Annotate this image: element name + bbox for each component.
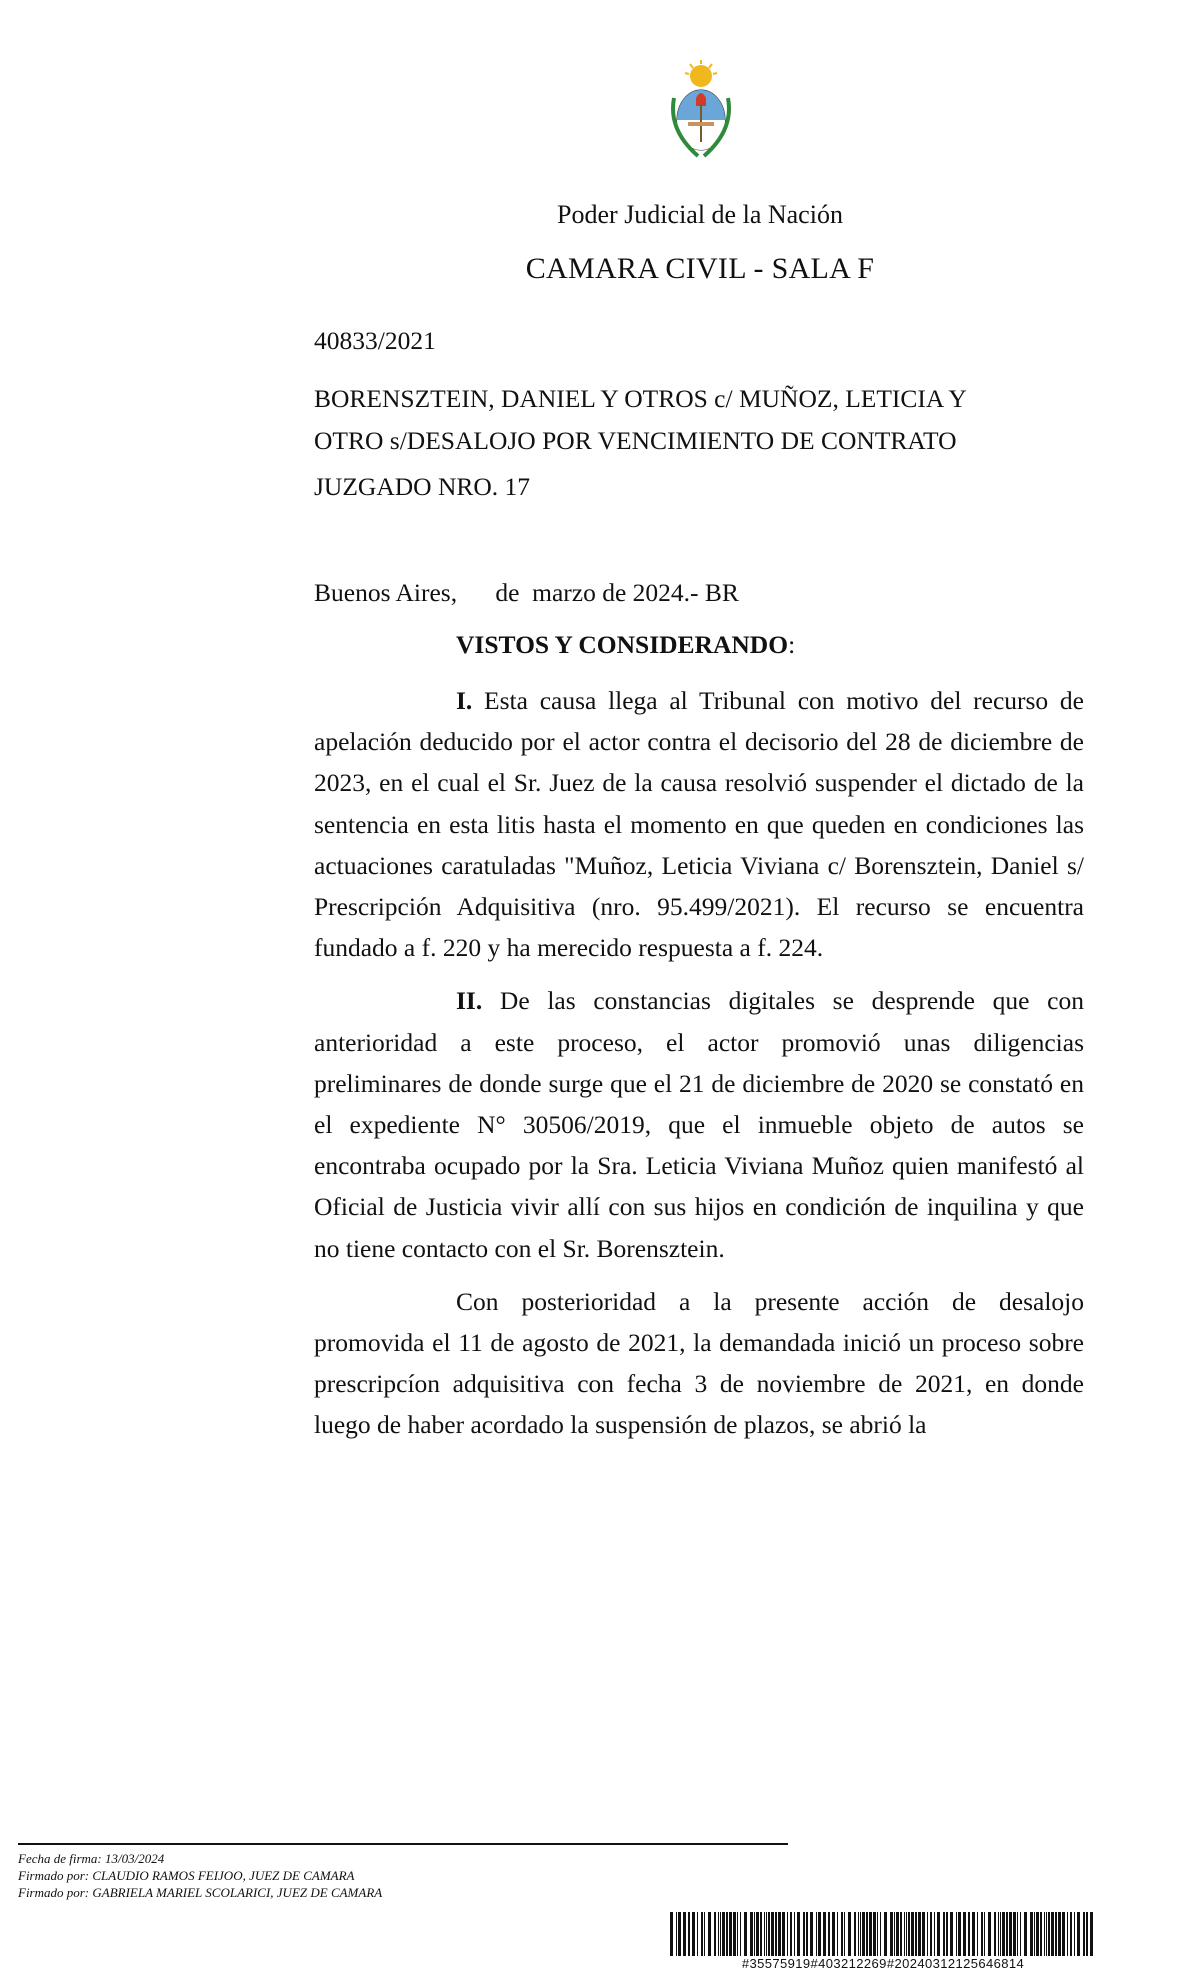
barcode-bar	[911, 1912, 914, 1956]
barcode-bar	[848, 1912, 851, 1956]
barcode-bar	[744, 1912, 747, 1956]
signature-block	[18, 1850, 382, 1901]
chamber-title: CAMARA CIVIL - SALA F	[525, 252, 875, 285]
barcode-bar	[794, 1912, 795, 1956]
barcode-bar	[930, 1912, 932, 1956]
barcode-bar	[1044, 1912, 1045, 1956]
barcode-bar	[683, 1912, 686, 1956]
barcode-bar	[832, 1912, 835, 1956]
argentine-coat-of-arms-icon	[660, 58, 742, 168]
barcode-bar	[768, 1912, 770, 1956]
barcode-bar	[692, 1912, 695, 1956]
barcode-bar	[968, 1912, 970, 1956]
barcode-bar	[1036, 1912, 1039, 1956]
barcode-bar	[896, 1912, 899, 1956]
barcode-bar	[1002, 1912, 1005, 1956]
barcode-icon	[670, 1912, 1096, 1956]
barcode-bar	[869, 1912, 872, 1956]
barcode-bar	[729, 1912, 732, 1956]
barcode-bar	[908, 1912, 910, 1956]
signer-2: Firmado por: GABRIELA MARIEL SCOLARICI, JUEZ DE CAMARA	[18, 1885, 383, 1900]
barcode-bar	[806, 1912, 808, 1956]
barcode-bar	[943, 1912, 945, 1956]
barcode-bar	[927, 1912, 928, 1956]
barcode-bar	[977, 1912, 978, 1956]
barcode-bar	[998, 1912, 999, 1956]
barcode-bar	[1090, 1912, 1093, 1956]
barcode-bar	[1009, 1912, 1012, 1956]
barcode-bar	[733, 1912, 736, 1956]
barcode-bar	[837, 1912, 838, 1956]
paragraph	[314, 980, 1084, 1268]
barcode-bar	[1017, 1912, 1018, 1956]
barcode-bar	[787, 1912, 788, 1956]
barcode-bar	[890, 1912, 893, 1956]
barcode-bar	[984, 1912, 985, 1956]
barcode-bar	[803, 1912, 805, 1956]
barcode-bar	[880, 1912, 881, 1956]
barcode-bar	[866, 1912, 868, 1956]
barcode-bar	[1034, 1912, 1035, 1956]
court-name: JUZGADO NRO. 17	[314, 472, 531, 501]
barcode-bar	[790, 1912, 792, 1956]
barcode-bar	[1013, 1912, 1016, 1956]
barcode-bar	[1000, 1912, 1001, 1956]
barcode-bar	[956, 1912, 957, 1956]
institution-title: Poder Judicial de la Nación	[557, 200, 843, 229]
barcode-bar	[894, 1912, 895, 1956]
barcode-bar	[678, 1912, 681, 1956]
barcode-bar	[862, 1912, 865, 1956]
barcode-bar	[750, 1912, 753, 1956]
barcode-bar	[797, 1912, 800, 1956]
barcode-bar	[922, 1912, 925, 1956]
case-caption	[314, 378, 1094, 462]
paragraph	[314, 1281, 1084, 1446]
barcode-bar	[714, 1912, 716, 1956]
barcode-bar	[884, 1912, 887, 1956]
barcode-bar	[718, 1912, 719, 1956]
barcode-bar	[958, 1912, 961, 1956]
body-text	[314, 680, 1084, 1458]
heading-title: VISTOS Y CONSIDERANDO	[456, 630, 789, 659]
barcode-bar	[756, 1912, 759, 1956]
paragraph-lead: II.	[456, 986, 483, 1016]
barcode-bar	[918, 1912, 921, 1956]
barcode-bar	[1055, 1912, 1057, 1956]
barcode-bar	[701, 1912, 703, 1956]
barcode-bar	[988, 1912, 991, 1956]
barcode-bar	[906, 1912, 907, 1956]
barcode-bar	[722, 1912, 725, 1956]
barcode-bar	[972, 1912, 975, 1956]
barcode-bar	[708, 1912, 711, 1956]
barcode-bar	[760, 1912, 762, 1956]
barcode-bar	[937, 1912, 940, 1956]
barcode-bar	[915, 1912, 917, 1956]
barcode-bar	[900, 1912, 902, 1956]
barcode-bar	[1006, 1912, 1008, 1956]
paragraph-text: Esta causa llega al Tribunal con motivo del recurso de apelación deducido por el actor contra el decisorio del 28 de diciembre de 2023, en el cual el Sr. Juez de la causa resolvió suspender el dictado de la sentencia en esta litis hasta el momento en que queden en condiciones las actuaciones caratuladas "Muñoz, Leticia Viviana c/ Borensztein, Daniel s/ Prescripción Adquisitiva (nro. 95.499/2021). El recurso se encuentra fundado a f. 220 y ha merecido respuesta a f. 224.	[314, 686, 1084, 963]
date-line: Buenos Aires, de marzo de 2024.- BR	[314, 578, 739, 607]
barcode-bar	[1077, 1912, 1080, 1956]
caption-line: OTRO s/DESALOJO POR VENCIMIENTO DE CONTRATO	[314, 426, 957, 455]
signature-divider	[18, 1843, 788, 1845]
signer-1: Firmado por: CLAUDIO RAMOS FEIJOO, JUEZ DE CAMARA	[18, 1868, 355, 1883]
barcode-bar	[823, 1912, 826, 1956]
barcode-bar	[873, 1912, 876, 1956]
barcode-bar	[1046, 1912, 1047, 1956]
barcode-bar	[934, 1912, 935, 1956]
barcode-bar	[818, 1912, 821, 1956]
barcode-bar	[676, 1912, 677, 1956]
barcode-bar	[704, 1912, 705, 1956]
section-heading	[456, 630, 795, 660]
barcode-bar	[1030, 1912, 1033, 1956]
heading-suffix: :	[788, 630, 796, 659]
barcode-bar	[816, 1912, 817, 1956]
barcode-bar	[1086, 1912, 1088, 1956]
barcode-bar	[771, 1912, 774, 1956]
barcode-bar	[737, 1912, 738, 1956]
barcode-bar	[828, 1912, 830, 1956]
barcode-bar	[778, 1912, 781, 1956]
barcode-bar	[1058, 1912, 1061, 1956]
barcode-bar	[1083, 1912, 1085, 1956]
barcode-bar	[697, 1912, 698, 1956]
signature-date: Fecha de firma: 13/03/2024	[18, 1851, 165, 1866]
barcode-bar	[1074, 1912, 1075, 1956]
barcode-bar	[810, 1912, 813, 1956]
case-number: 40833/2021	[314, 326, 436, 355]
barcode-bar	[766, 1912, 767, 1956]
paragraph-lead: I.	[456, 686, 473, 715]
barcode-bar	[860, 1912, 861, 1956]
barcode-bar	[1070, 1912, 1072, 1956]
barcode-bar	[1051, 1912, 1054, 1956]
barcode-bar	[1067, 1912, 1068, 1956]
barcode-bar	[1062, 1912, 1065, 1956]
barcode-bar	[963, 1912, 966, 1956]
barcode-bar	[1020, 1912, 1021, 1956]
barcode-bar	[946, 1912, 948, 1956]
barcode-bar	[1040, 1912, 1042, 1956]
barcode-bar	[764, 1912, 765, 1956]
paragraph-text: Con posterioridad a la presente acción de desalojo promovida el 11 de agosto de 2021, la demandada inició un proceso sobre prescripcíon adquisitiva con fecha 3 de noviembre de 2021, en donde luego de haber acordado la suspensión de plazos, se abrió la	[314, 1286, 1084, 1440]
barcode-bar	[726, 1912, 728, 1956]
barcode-bar	[1048, 1912, 1050, 1956]
barcode-bar	[841, 1912, 843, 1956]
barcode-bar	[858, 1912, 859, 1956]
paragraph	[314, 680, 1084, 968]
barcode-bar	[688, 1912, 690, 1956]
barcode-bar	[981, 1912, 983, 1956]
barcode-bar	[854, 1912, 856, 1956]
barcode-number: #35575919#403212269#20240312125646814	[741, 1956, 1025, 1971]
barcode-bar	[877, 1912, 878, 1956]
barcode-bar	[720, 1912, 721, 1956]
barcode-bar	[950, 1912, 953, 1956]
barcode-bar	[1024, 1912, 1027, 1956]
barcode-bar	[994, 1912, 996, 1956]
barcode-bar	[782, 1912, 785, 1956]
barcode-bar	[740, 1912, 741, 1956]
barcode-bar	[775, 1912, 777, 1956]
barcode-bar	[754, 1912, 755, 1956]
barcode-bar	[844, 1912, 845, 1956]
paragraph-text: De las constancias digitales se desprende que con anterioridad a este proceso, el actor promovió unas diligencias preliminares de donde surge que el 21 de diciembre de 2020 se constató en el expediente N° 30506/2019, que el inmueble objeto de autos se encontraba ocupado por la Sra. Leticia Viviana Muñoz quien manifestó al Oficial de Justicia vivir allí con sus hijos en condición de inquilina y que no tiene contacto con el Sr. Borensztein.	[314, 986, 1084, 1263]
barcode-bar	[904, 1912, 905, 1956]
sun-icon	[685, 60, 717, 87]
barcode-bar	[670, 1912, 673, 1956]
caption-line: BORENSZTEIN, DANIEL Y OTROS c/ MUÑOZ, LETICIA Y	[314, 384, 967, 413]
